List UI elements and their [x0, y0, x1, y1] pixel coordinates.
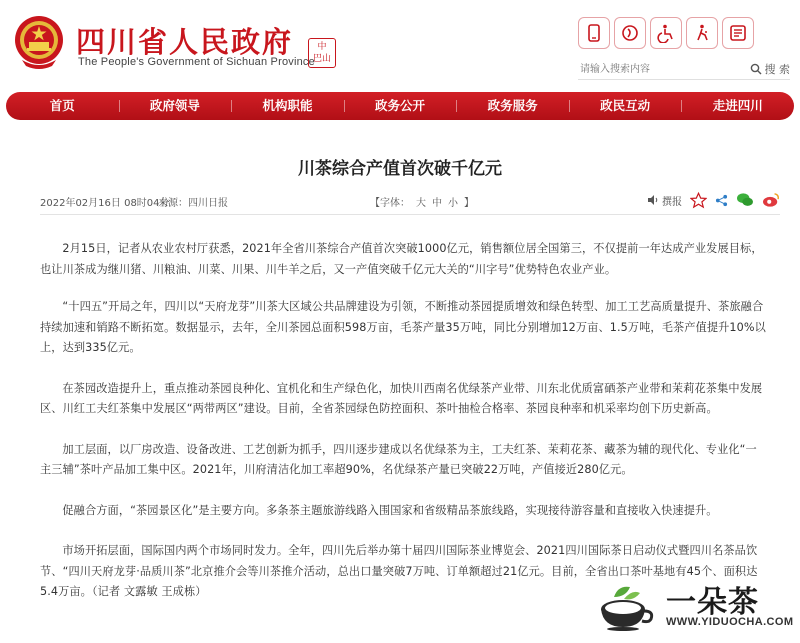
font-size-small[interactable]: 小 — [448, 198, 458, 209]
nav-item-leaders[interactable]: 政府领导 — [119, 92, 232, 120]
share-tools — [647, 189, 780, 211]
site-subtitle: The People's Government of Sichuan Province — [78, 56, 315, 68]
search-bar — [578, 58, 790, 80]
site-header — [0, 0, 800, 92]
nav-item-home[interactable]: 首页 — [49, 98, 75, 113]
mobile-button[interactable] — [578, 17, 610, 49]
accessibility-button[interactable] — [650, 17, 682, 49]
article-paragraph: “十四五”开局之年，四川以“天府龙芽”川茶大区域公共品牌建设为引领，不断推动茶园提质增效和绿色转型、加工工艺高质量提升、茶旅融合持续加速和销路不断拓宽。数据显示，去年，全川茶园总面积598万亩，毛茶产量35万吨，同比分别增加12万亩、1.5万吨，毛茶产值提升10%以上，达到335亿元。 — [40, 300, 766, 354]
nav-item-functions[interactable]: 机构职能 — [231, 92, 344, 120]
watermark-brand: 一朵茶 — [666, 585, 759, 620]
mobile-icon — [584, 23, 604, 43]
site-title[interactable]: 四川省人民政府 — [76, 25, 294, 59]
article-title: 川茶综合产值首次破千亿元 — [298, 159, 502, 179]
article-body — [40, 239, 768, 623]
article-paragraph: 促融合方面，“茶园景区化”是主要方向。多条茶主题旅游线路入围国家和省级精品茶旅线路，实现接待游容量和直接收入快速提升。 — [62, 503, 718, 517]
article-date: 2022年02月16日 08时04分 — [40, 198, 170, 209]
nav-item-disclosure[interactable]: 政务公开 — [344, 92, 457, 120]
font-size-label: 【字体： — [370, 198, 410, 209]
nav-item-interaction[interactable]: 政民互动 — [569, 92, 682, 120]
watermark-url: WWW.YIDUOCHA.COM — [666, 616, 794, 628]
weibo-button[interactable] — [614, 17, 646, 49]
wechat-share-icon[interactable] — [736, 192, 754, 208]
font-size-large[interactable]: 大 — [416, 198, 426, 209]
article-paragraph: 市场开拓层面，国际国内两个市场同时发力。全年，四川先后举办第十届四川国际茶业博览会、2021四川国际茶日启动仪式暨四川名茶品饮节、“四川天府龙芽·品质川茶”北京推介会等川茶推介活动，总出口量突破7万吨、订单额超过21亿元。目前，全省出口茶叶基地有45个、面积达5.4万亩。（记者 文露敏 王成栋） — [40, 544, 758, 598]
search-icon — [750, 63, 762, 75]
article-paragraph: 在茶园改造提升上，重点推动茶园良种化、宜机化和生产绿色化，加快川西南名优绿茶产业带、川东北优质富硒茶产业带和茉莉花茶集中发展区、川红工夫红茶集中发展区“两带两区”建设。目前，全省茶园绿色防控面积、茶叶抽检合格率、茶园良种率和机采率均创下历史新高。 — [40, 381, 763, 415]
speaker-icon — [647, 194, 659, 206]
search-button[interactable] — [750, 60, 791, 78]
nav-item-services[interactable]: 政务服务 — [456, 92, 569, 120]
nav-item-about-sichuan[interactable]: 走进四川 — [681, 92, 794, 120]
tea-cup-icon — [594, 579, 656, 631]
national-emblem-icon[interactable] — [12, 14, 66, 70]
font-size-close: 】 — [464, 198, 474, 209]
search-button-label: 搜 索 — [764, 63, 790, 76]
weibo-icon — [620, 23, 640, 43]
wechat-icon — [728, 23, 748, 43]
article-paragraph: 2月15日，记者从农业农村厅获悉，2021年全省川茶综合产值首次突破1000亿元，销售额位居全国第三，不仅提前一年达成产业发展目标，也让川茶成为继川猪、川粮油、川菜、川果、川牛羊之后，又一产值突破千亿元大关的“川字号”优势特色农业产业。 — [40, 242, 763, 276]
toolbar — [578, 17, 754, 49]
seal-logo: 中 巴山 — [308, 38, 336, 68]
font-size-switcher — [370, 194, 474, 209]
elderly-mode-button[interactable] — [686, 17, 718, 49]
watermark-logo — [594, 573, 794, 635]
article-source: 来源：四川日报 — [158, 198, 228, 209]
article-meta — [40, 189, 780, 215]
search-input[interactable] — [580, 60, 740, 78]
share-icon[interactable] — [715, 194, 728, 207]
accessibility-icon — [656, 23, 676, 43]
main-nav — [6, 92, 794, 120]
font-size-medium[interactable]: 中 — [432, 198, 442, 209]
weibo-share-icon[interactable] — [762, 192, 780, 208]
article-paragraph: 加工层面，以厂房改造、设备改进、工艺创新为抓手，四川逐步建成以名优绿茶为主，工夫红茶、茉莉花茶、藏茶为辅的现代化、专业化“一主三辅”茶叶产品加工集中区。2021年，川府清洁化加工率超90%，名优绿茶产量已突破22万吨，产值接近280亿元。 — [40, 442, 757, 476]
wechat-button[interactable] — [722, 17, 754, 49]
elderly-icon — [692, 23, 712, 43]
star-icon[interactable] — [690, 192, 707, 209]
report-button[interactable] — [647, 193, 682, 208]
report-label: 撰报 — [662, 196, 682, 208]
